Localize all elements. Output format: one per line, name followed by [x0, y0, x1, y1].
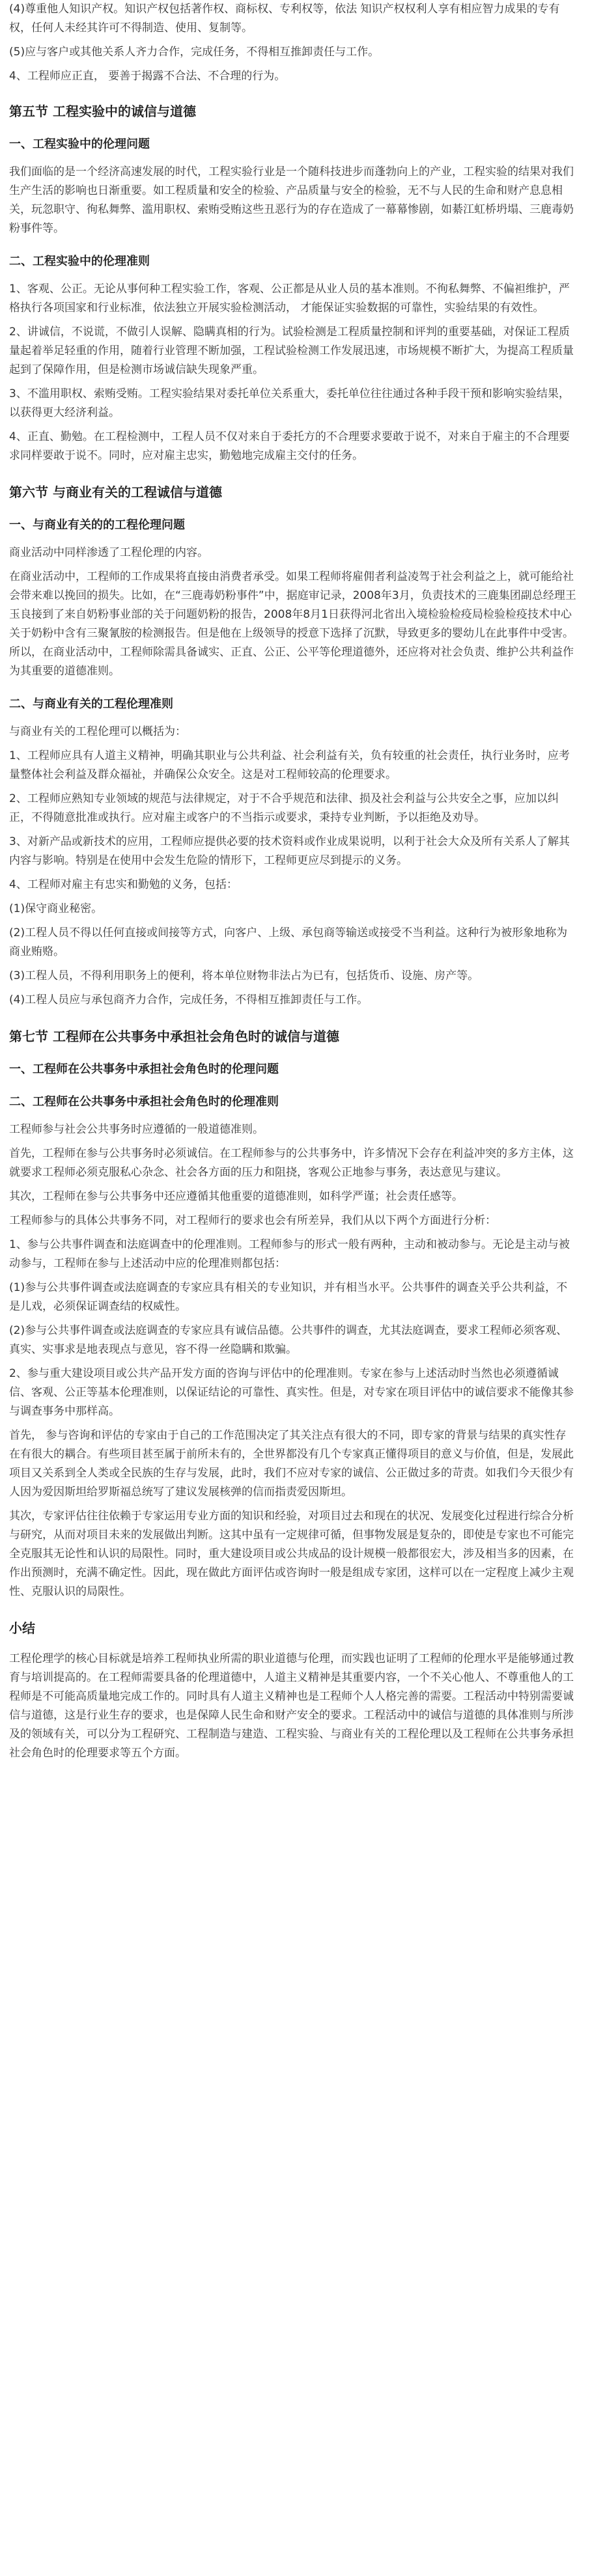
paragraph: 首先，工程师在参与公共事务时必须诚信。在工程师参与的公共事务中，许多情况下会存在利益冲突的多方主体，这就要求工程师必须克服私心杂念、社会各方面的压力和阻挠，客观公正地参与事务，表达意见与建议。 — [9, 1147, 574, 1179]
paragraph: 首先， 参与咨询和评估的专家由于自己的工作范围决定了其关注点有很大的不同，即专家的背景与结果的真实性存在有很大的耦合。有些项目甚至属于前所未有的，全世界都没有几个专家真正懂得项目的意义与价值，但是，发展此项目又关系到全人类或全民族的生存与发展，此时，我们不应对专家的诚信、公正做过多的苛责。如我们今天很少有人因为爱因斯坦给罗斯福总统写了建议发展核弹的信而指责爱因斯坦。 — [9, 1429, 574, 1499]
intro-paragraph: (4)尊重他人知识产权。知识产权包括著作权、商标权、专利权等，依法 知识产权权利人享有相应智力成果的专有权，任何人未经其许可不得制造、使用、复制等。 — [9, 3, 560, 35]
section — [9, 482, 576, 1010]
section — [9, 1618, 576, 1763]
subsection — [9, 135, 576, 238]
subsection-title: 二、工程师在公共事务中承担社会角色时的伦理准则 — [9, 1095, 279, 1109]
section-title: 第五节 工程实验中的诚信与道德 — [9, 104, 196, 119]
subsection — [9, 1060, 576, 1079]
section-title: 小结 — [9, 1620, 35, 1636]
paragraph: 1、工程师应具有人道主义精神，明确其职业与公共利益、社会利益有关，负有较重的社会责任，执行业务时，应考量整体社会利益及群众福祉，并确保公众安全。这是对工程师较高的伦理要求。 — [9, 749, 570, 781]
paragraph: 3、对新产品或新技术的应用，工程师应提供必要的技术资料或作业成果说明，以利于社会大众及所有关系人了解其内容与影响。特别是在使用中会发生危险的情形下，工程师更应尽到提示的义务。 — [9, 835, 570, 867]
subsection — [9, 253, 576, 465]
intro-paragraph: (5)应与客户或其他关系人齐力合作，完成任务，不得相互推卸责任与工作。 — [9, 46, 380, 59]
paragraph: 2、讲诚信，不说谎，不做引人误解、隐瞒真相的行为。试验检测是工程质量控制和评判的重要基础，对保证工程质量起着举足轻重的作用，随着行业管理不断加强，工程试验检测工作发展迅速，市场规模不断扩大，为提高工程质量起到了保障作用，但是检测市场诚信缺失现象严重。 — [9, 325, 574, 376]
subsection-title: 一、工程师在公共事务中承担社会角色时的伦理问题 — [9, 1062, 279, 1076]
intro-paragraph: 4、工程师应正直， 要善于揭露不合法、不合理的行为。 — [9, 70, 286, 83]
paragraph: 3、不滥用职权、索贿受贿。工程实验结果对委托单位关系重大，委托单位往往通过各种手段干预和影响实验结果，以获得更大经济利益。 — [9, 387, 570, 419]
paragraph: (1)参与公共事件调查或法庭调查的专家应具有相关的专业知识，并有相当水平。公共事件的调查关乎公共利益，不是儿戏，必须保证调查结的权威性。 — [9, 1281, 568, 1313]
subsection-title: 一、工程实验中的伦理问题 — [9, 137, 150, 151]
paragraph: 2、参与重大建设项目或公共产品开发方面的咨询与评估中的伦理准则。专家在参与上述活动时当然也必须遵循诚信、客观、公正等基本伦理准则，以保证结论的可靠性、真实性。但是，对专家在项目评估中的诚信要求不能像其参与调查事务中那样高。 — [9, 1367, 574, 1418]
sections-container — [9, 102, 576, 1763]
subsection — [9, 1093, 576, 1601]
paragraph: (3)工程人员，不得利用职务上的便利，将本单位财物非法占为已有，包括货币、设施、房产等。 — [9, 969, 479, 982]
subsection — [9, 516, 576, 681]
paragraph: 1、客观、公正。无论从事何种工程实验工作，客观、公正都是从业人员的基本准则。不徇私舞弊、不偏袒维护，严格执行各项国家和行业标准，依法独立开展实验检测活动， 才能保证实验数据的可靠性，实验结果的有效性。 — [9, 283, 570, 314]
intro-block — [9, 0, 576, 86]
subsection-title: 一、与商业有关的的工程伦理问题 — [9, 518, 185, 532]
subsection-title: 二、工程实验中的伦理准则 — [9, 255, 150, 268]
paragraph: (1)保守商业秘密。 — [9, 902, 103, 915]
paragraph: (2)参与公共事件调查或法庭调查的专家应具有诚信品德。公共事件的调查，尤其法庭调查，要求工程师必须客观、真实、实事求是地表现点与意见，容不得一丝隐瞒和欺骗。 — [9, 1324, 568, 1356]
section-title: 第七节 工程师在公共事务中承担社会角色时的诚信与道德 — [9, 1029, 339, 1044]
paragraph: 其次，工程师在参与公共事务中还应遵循其他重要的道德准则，如科学严谨；社会责任感等。 — [9, 1190, 463, 1203]
paragraph: 工程伦理学的核心目标就是培养工程师执业所需的职业道德与伦理，而实践也证明了工程师的伦理水平是能够通过教育与培训提高的。在工程师需要具备的伦理道德中，人道主义精神是其重要内容，一个不关心他人、不尊重他人的工程师是不可能高质量地完成工作的。同时具有人道主义精神也是工程师个人人格完善的需要。工程活动中特别需要诚信与道德，这是行业生存的要求，也是保障人民生命和财产安全的要求。工程活动中的诚信与道德的具体准则与所涉及的领域有关，可以分为工程研究、工程制造与建造、工程实验、与商业有关的工程伦理以及工程师在公共事务承担社会角色时的伦理要求等五个方面。 — [9, 1652, 574, 1760]
paragraph: 4、正直、勤勉。在工程检测中，工程人员不仅对来自于委托方的不合理要求要敢于说不，对来自于雇主的不合理要求同样要敢于说不。同时，应对雇主忠实，勤勉地完成雇主交付的任务。 — [9, 430, 570, 462]
paragraph: (2)工程人员不得以任何直接或间接等方式，向客户、上级、承包商等输送或接受不当利益。这种行为被形象地称为商业贿赂。 — [9, 926, 568, 958]
paragraph: 其次，专家评估往往依赖于专家运用专业方面的知识和经验，对项目过去和现在的状况、发展变化过程进行综合分析与研究，从而对项目未来的发展做出判断。这其中虽有一定规律可循，但事物发展是复杂的，即使是专家也不可能完全克服其无论性和认识的局限性。同时，重大建设项目或公共成品的设计规模一般都很宏大，涉及相当多的因素，在作出预测时，充满不确定性。因此，现在做此方面评估或咨询时一般是组成专家团，这样可以在一定程度上减少主观性、克服认识的局限性。 — [9, 1510, 574, 1598]
paragraph: 在商业活动中，工程师的工作成果将直接由消费者承受。如果工程师将雇佣者利益凌驾于社会利益之上，就可能给社会带来难以挽回的损失。比如，在“三鹿毒奶粉事件”中，据庭审记录，2008年3月，负责技术的三鹿集团副总经理王玉良接到了来自奶粉事业部的关于问题奶粉的报告，2008年8月1日获得河北省出入境检验检疫局检验检疫技术中心关于奶粉中含有三聚氰胺的检测报告。但是他在上级领导的授意下选择了沉默，导致更多的婴幼儿在此事件中受害。所以，在商业活动中，工程师除需具备诚实、正直、公正、公平等伦理道德外，还应将对社会负责、维护公共利益作为其重要的道德准则。 — [9, 570, 576, 678]
paragraph: 工程师参与的具体公共事务不同，对工程师行的要求也会有所差异，我们从以下两个方面进行分析： — [9, 1214, 496, 1227]
paragraph: (4)工程人员应与承包商齐力合作，完成任务，不得相互推卸责任与工作。 — [9, 993, 369, 1006]
subsection — [9, 695, 576, 1010]
subsection-title: 二、与商业有关的工程伦理准则 — [9, 697, 173, 711]
paragraph: 1、参与公共事件调查和法庭调查中的伦理准则。工程师参与的形式一般有两种，主动和被动参与。无论是主动与被动参与，工程师在参与上述活动中应的伦理准则都包括： — [9, 1238, 570, 1270]
paragraph: 工程师参与社会公共事务时应遵循的一般道德准则。 — [9, 1123, 264, 1136]
paragraph: 商业活动中同样渗透了工程伦理的内容。 — [9, 546, 208, 559]
paragraph: 4、工程师对雇主有忠实和勤勉的义务，包括： — [9, 878, 238, 891]
section — [9, 1027, 576, 1601]
paragraph: 与商业有关的工程伦理可以概括为： — [9, 725, 186, 738]
paragraph: 2、工程师应熟知专业领域的规范与法律规定，对于不合乎规范和法律、损及社会利益与公共安全之事，应加以纠正，不得随意批准或执行。应对雇主或客户的不当指示或要求，秉持专业判断，予以拒绝及劝导。 — [9, 792, 559, 824]
subsection — [9, 1650, 576, 1763]
section-title: 第六节 与商业有关的工程诚信与道德 — [9, 484, 222, 500]
paragraph: 我们面临的是一个经济高速发展的时代，工程实验行业是一个随科技进步而蓬勃向上的产业，工程实验的结果对我们生产生活的影响也日渐重要。如工程质量和安全的检验、产品质量与安全的检验，无不与人民的生命和财产息息相关，玩忽职守、徇私舞弊、滥用职权、索贿受贿这些丑恶行为的存在造成了一幕幕惨剧，如綦江虹桥坍塌、三鹿毒奶粉事件等。 — [9, 165, 574, 235]
section — [9, 102, 576, 465]
